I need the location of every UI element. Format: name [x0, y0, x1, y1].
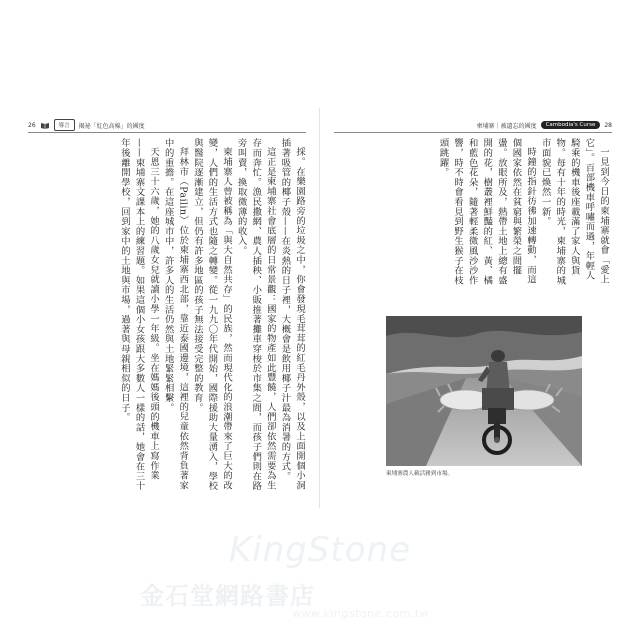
motorbike-pigs-photo — [386, 316, 582, 466]
left-header-title: 揭祕「紅色高棉」的國度 — [78, 122, 145, 130]
left-page-body — [40, 138, 306, 494]
right-page — [320, 108, 622, 508]
book-icon — [40, 122, 50, 129]
photo-caption: 柬埔寨農人載活豬到市場。 — [386, 471, 454, 477]
left-paragraph: 採。在樂園路旁的垃圾之中，你會發現毛茸茸的紅毛丹外殼，以及上面開個小洞插著吸管的椰子殼——在炎熱的日子裡，大概會是飲用椰子汁最為消暑的方式。 — [279, 138, 305, 491]
right-header-rule — [334, 132, 612, 133]
watermark-brand: KingStone — [228, 530, 412, 570]
right-header-title: 柬埔寨｜被遺忘的國度 — [476, 122, 537, 130]
right-paragraph: 一見到今日的柬埔寨就會「愛上它」。百部機車呼嘯而過，年輕人騎乘的機車後座載滿了家人與貨物。每有十年的時光，柬埔寨的城市面貌已煥然一新。 — [539, 138, 609, 285]
right-page-number: 28 — [604, 121, 612, 129]
right-page-header — [477, 120, 612, 130]
left-paragraph: 拜林市（Pailin）位於柬埔寨西北部，靠近泰國邊境，這裡的兒童依然背負著家中的重擔。在這座城市中，許多人的生活仍然與土地緊緊相繫。 — [162, 138, 189, 491]
left-page-number: 26 — [28, 121, 36, 129]
watermark-chinese: 金石堂網路書店 — [140, 581, 315, 610]
left-page-header — [28, 120, 145, 130]
watermark-url: www.kingstone.com.tw — [292, 607, 430, 620]
book-spread — [18, 108, 622, 508]
left-paragraph: 柬埔寨人曾被稱為「與大自然共存」的民族，然而現代化的浪潮帶來了巨大的改變，人們的生活方式也隨之轉變。從一九九〇年代開始，國際援助大量湧入，學校與醫院逐漸建立，但仍有許多地區的孩子無法接受完整的教育。 — [191, 138, 233, 491]
left-header-rule — [28, 132, 306, 133]
left-paragraph: 這正是柬埔寨社會底層的日常景觀：國家的物產如此豐饒，人們卻依然需要為生存而奔忙。漁民撒網、農人插秧、小販推著攤車穿梭於市集之間，而孩子們則在路旁叫賣，換取微薄的收入。 — [235, 138, 276, 491]
left-header-box: 導言 — [54, 119, 75, 131]
left-paragraph: 天恩三十六歲，她的八歲女兒就讀小學一年級。坐在媽媽後頭的機車上寫作業——柬埔寨文課本上的練習題。如果這個小女孩跟大多數人一樣的話，她會在三十年後離開學校，回到家中的土地與市場，過著與母親相似的日子。 — [118, 138, 160, 491]
right-paragraph: 時鐘的指針彷彿加速轉動，而這個國家依然在貧窮與繁榮之間擺盪。放眼所及，熱帶土地上總有盛開的花，樹叢裡鮮豔的紅、黃、橘和藍色花朵，隨著輕柔微風沙沙作響，時不時會看見到野生猴子在枝頭跳躍。 — [437, 138, 537, 285]
right-header-pill: Cambodia's Curse — [541, 121, 601, 129]
right-page-body — [437, 138, 610, 286]
left-page — [18, 108, 320, 508]
